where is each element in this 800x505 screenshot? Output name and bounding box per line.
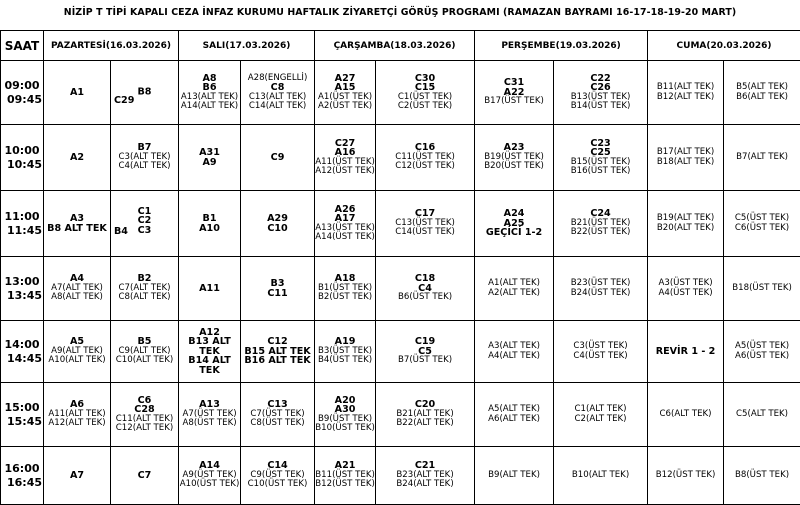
ward-subgroup: B22(ÜST TEK) [554, 228, 647, 238]
ward-code: B13 ALT TEK [179, 337, 240, 356]
schedule-cell [724, 321, 800, 383]
schedule-cell [111, 191, 179, 257]
ward-subgroup: A11(ALT TEK) [44, 410, 110, 420]
ward-subgroup: B13(ÜST TEK) [554, 93, 647, 103]
ward-code: A2 [44, 153, 110, 163]
saat-header: SAAT [1, 31, 44, 61]
ward-subgroup: C7(ALT TEK) [111, 284, 178, 294]
time-cell [1, 61, 44, 125]
ward-code: C30 [376, 74, 474, 84]
ward-code: B16 ALT TEK [241, 356, 314, 366]
schedule-cell [111, 383, 179, 447]
ward-subgroup: C9(ÜST TEK) [241, 471, 314, 481]
page-title: NİZİP T TİPİ KAPALI CEZA İNFAZ KURUMU HAFTALIK ZİYARETÇİ GÖRÜŞ PROGRAMI (RAMAZAN BAYRAMI 16-17-18-19-20 MART) [0, 7, 800, 18]
ward-code: A22 [475, 88, 553, 98]
schedule-cell [376, 191, 475, 257]
ward-subgroup: A13(ALT TEK) [179, 93, 240, 103]
ward-subgroup: B7(ÜST TEK) [376, 356, 474, 366]
ward-code: C1 [111, 206, 178, 216]
end-time: 15:45 [1, 415, 43, 429]
day-header-wednesday: ÇARŞAMBA(18.03.2026) [315, 31, 475, 61]
schedule-cell [724, 191, 800, 257]
ward-subgroup: B18(ÜST TEK) [724, 284, 800, 294]
ward-subgroup: C4(ALT TEK) [111, 162, 178, 172]
ward-subgroup: B17(ALT TEK) [648, 148, 723, 158]
schedule-cell [554, 125, 648, 191]
time-cell [1, 383, 44, 447]
schedule-cell [241, 257, 315, 321]
ward-code: B1 [179, 214, 240, 224]
ward-subgroup: C11(ALT TEK) [111, 415, 178, 425]
ward-subgroup: A14(ALT TEK) [179, 102, 240, 112]
ward-subgroup: B12(ÜST TEK) [315, 480, 375, 490]
ward-code: C31 [475, 78, 553, 88]
schedule-cell [44, 191, 111, 257]
ward-code: A18 [315, 274, 375, 284]
ward-code: B6 [179, 83, 240, 93]
ward-code: C25 [554, 148, 647, 158]
ward-code: C24 [554, 209, 647, 219]
ward-subgroup: C10(ALT TEK) [111, 356, 178, 366]
time-cell [1, 257, 44, 321]
time-slot-row [1, 321, 800, 383]
schedule-cell [724, 61, 800, 125]
ward-subgroup: C14(ÜST TEK) [376, 228, 474, 238]
ward-code: C22 [554, 74, 647, 84]
ward-subgroup: A1(ÜST TEK) [315, 93, 375, 103]
schedule-cell [241, 125, 315, 191]
ward-subgroup: C12(ÜST TEK) [376, 162, 474, 172]
ward-subgroup: B2(ÜST TEK) [315, 293, 375, 303]
schedule-cell [554, 321, 648, 383]
schedule-cell [44, 447, 111, 505]
ward-subgroup: C1(ALT TEK) [554, 405, 647, 415]
schedule-cell [111, 447, 179, 505]
schedule-cell [179, 61, 241, 125]
schedule-cell [44, 257, 111, 321]
ward-subgroup: B11(ALT TEK) [648, 83, 723, 93]
ward-subgroup: B22(ALT TEK) [376, 419, 474, 429]
schedule-cell [179, 257, 241, 321]
ward-code: C6 [111, 396, 178, 406]
schedule-cell [44, 321, 111, 383]
ward-code: C5 [376, 347, 474, 357]
ward-subgroup: B19(ALT TEK) [648, 214, 723, 224]
ward-subgroup: A2(ALT TEK) [475, 289, 553, 299]
ward-code: A30 [315, 405, 375, 415]
ward-subgroup: C4(ÜST TEK) [554, 352, 647, 362]
ward-subgroup: B11(ÜST TEK) [315, 471, 375, 481]
ward-code: B8 [111, 87, 178, 97]
ward-subgroup: A28(ENGELLİ) [241, 74, 314, 84]
ward-subgroup: B16(ÜST TEK) [554, 167, 647, 177]
end-time: 13:45 [1, 289, 43, 303]
schedule-cell [475, 383, 554, 447]
ward-subgroup: B14(ÜST TEK) [554, 102, 647, 112]
schedule-cell [648, 125, 724, 191]
ward-code: B14 ALT TEK [179, 356, 240, 375]
ward-subgroup: C13(ALT TEK) [241, 93, 314, 103]
ward-code: C8 [241, 83, 314, 93]
schedule-cell [475, 61, 554, 125]
ward-code: A27 [315, 74, 375, 84]
ward-subgroup: A9(ÜST TEK) [179, 471, 240, 481]
ward-subgroup: C13(ÜST TEK) [376, 219, 474, 229]
ward-code: C7 [111, 471, 178, 481]
day-header-monday: PAZARTESİ(16.03.2026) [44, 31, 179, 61]
ward-code: A19 [315, 337, 375, 347]
ward-code: C16 [376, 143, 474, 153]
start-time: 15:00 [1, 401, 43, 415]
ward-subgroup: C5(ÜST TEK) [724, 214, 800, 224]
ward-subgroup: B4(ÜST TEK) [315, 356, 375, 366]
ward-code: C27 [315, 139, 375, 149]
ward-code: A24 [475, 209, 553, 219]
ward-subgroup: B6(ALT TEK) [724, 93, 800, 103]
ward-code: A1 [44, 88, 110, 98]
schedule-cell [376, 447, 475, 505]
schedule-cell [724, 383, 800, 447]
schedule-cell [44, 125, 111, 191]
ward-code: A10 [179, 224, 240, 234]
start-time: 14:00 [1, 338, 43, 352]
ward-subgroup: B9(ÜST TEK) [315, 415, 375, 425]
end-time: 09:45 [1, 93, 43, 107]
ward-subgroup: A14(ÜST TEK) [315, 233, 375, 243]
ward-code: C17 [376, 209, 474, 219]
start-time: 10:00 [1, 144, 43, 158]
ward-subgroup: B15(ÜST TEK) [554, 158, 647, 168]
ward-subgroup: A6(ALT TEK) [475, 415, 553, 425]
ward-subgroup: A1(ALT TEK) [475, 279, 553, 289]
schedule-cell [376, 61, 475, 125]
ward-code: C21 [376, 461, 474, 471]
ward-subgroup: B23(ÜST TEK) [554, 279, 647, 289]
time-slot-row [1, 191, 800, 257]
schedule-cell [475, 321, 554, 383]
ward-subgroup: A6(ÜST TEK) [724, 352, 800, 362]
ward-subgroup: B3(ÜST TEK) [315, 347, 375, 357]
end-time: 14:45 [1, 352, 43, 366]
schedule-cell [44, 383, 111, 447]
ward-code: C10 [241, 224, 314, 234]
schedule-cell [111, 61, 179, 125]
ward-subgroup: A5(ÜST TEK) [724, 342, 800, 352]
schedule-cell [315, 257, 376, 321]
ward-subgroup: A11(ÜST TEK) [315, 158, 375, 168]
schedule-cell [315, 383, 376, 447]
ward-subgroup: C7(ÜST TEK) [241, 410, 314, 420]
ward-subgroup: C14(ALT TEK) [241, 102, 314, 112]
ward-subgroup: C6(ÜST TEK) [724, 224, 800, 234]
ward-subgroup: B24(ÜST TEK) [554, 289, 647, 299]
ward-subgroup: C2(ALT TEK) [554, 415, 647, 425]
ward-subgroup: B19(ÜST TEK) [475, 153, 553, 163]
ward-code: B7 [111, 143, 178, 153]
schedule-cell [179, 321, 241, 383]
ward-code: A13 [179, 400, 240, 410]
ward-code: A11 [179, 284, 240, 294]
time-slot-row [1, 383, 800, 447]
schedule-cell [554, 447, 648, 505]
ward-code: B15 ALT TEK [241, 347, 314, 357]
ward-subgroup: A3(ÜST TEK) [648, 279, 723, 289]
start-time: 13:00 [1, 275, 43, 289]
schedule-cell [724, 447, 800, 505]
header-row [1, 31, 800, 61]
ward-code: A7 [44, 471, 110, 481]
ward-subgroup: B24(ALT TEK) [376, 480, 474, 490]
schedule-cell [724, 257, 800, 321]
ward-code: C12 [241, 337, 314, 347]
ward-subgroup: C8(ALT TEK) [111, 293, 178, 303]
ward-subgroup: B20(ALT TEK) [648, 224, 723, 234]
time-cell [1, 125, 44, 191]
start-time: 11:00 [1, 210, 43, 224]
ward-code: C13 [241, 400, 314, 410]
ward-subgroup: A3(ALT TEK) [475, 342, 553, 352]
time-cell [1, 447, 44, 505]
ward-subgroup: A12(ÜST TEK) [315, 167, 375, 177]
ward-subgroup: B10(ALT TEK) [554, 471, 647, 481]
ward-code: C15 [376, 83, 474, 93]
schedule-cell [179, 383, 241, 447]
ward-subgroup: B18(ALT TEK) [648, 158, 723, 168]
schedule-cell [648, 257, 724, 321]
ward-subgroup: C8(ÜST TEK) [241, 419, 314, 429]
schedule-cell [376, 257, 475, 321]
ward-subgroup: B17(ÜST TEK) [475, 97, 553, 107]
schedule-cell [315, 61, 376, 125]
ward-code: A5 [44, 337, 110, 347]
ward-subgroup: C1(ÜST TEK) [376, 93, 474, 103]
ward-subgroup: B6(ÜST TEK) [376, 293, 474, 303]
ward-code: A16 [315, 148, 375, 158]
ward-code: B8 ALT TEK [44, 224, 110, 234]
ward-subgroup: C3(ÜST TEK) [554, 342, 647, 352]
day-header-friday: CUMA(20.03.2026) [648, 31, 800, 61]
ward-subgroup: C2(ÜST TEK) [376, 102, 474, 112]
time-slot-row [1, 125, 800, 191]
ward-code: A23 [475, 143, 553, 153]
ward-code: C11 [241, 289, 314, 299]
schedule-cell [179, 125, 241, 191]
schedule-cell [648, 383, 724, 447]
ward-code: C4 [376, 284, 474, 294]
day-header-tuesday: SALI(17.03.2026) [179, 31, 315, 61]
schedule-cell [648, 191, 724, 257]
ward-code: C19 [376, 337, 474, 347]
ward-subgroup: A8(ALT TEK) [44, 293, 110, 303]
ward-code: C20 [376, 400, 474, 410]
schedule-cell [376, 125, 475, 191]
ward-subgroup: A2(ÜST TEK) [315, 102, 375, 112]
schedule-cell [44, 61, 111, 125]
ward-code: C18 [376, 274, 474, 284]
ward-subgroup: A7(ALT TEK) [44, 284, 110, 294]
ward-code: A25 [475, 219, 553, 229]
ward-code: GEÇİCİ 1-2 [475, 228, 553, 238]
ward-code: A14 [179, 461, 240, 471]
ward-subgroup: A9(ALT TEK) [44, 347, 110, 357]
ward-subgroup: B10(ÜST TEK) [315, 424, 375, 434]
schedule-cell [315, 447, 376, 505]
ward-code: C26 [554, 83, 647, 93]
end-time: 11:45 [1, 224, 43, 238]
schedule-body [1, 61, 800, 505]
ward-subgroup: A10(ÜST TEK) [179, 480, 240, 490]
time-cell [1, 321, 44, 383]
ward-code: A9 [179, 158, 240, 168]
schedule-cell [554, 257, 648, 321]
ward-subgroup: A12(ALT TEK) [44, 419, 110, 429]
ward-code: A15 [315, 83, 375, 93]
schedule-cell [475, 191, 554, 257]
ward-code: C23 [554, 139, 647, 149]
schedule-cell [376, 383, 475, 447]
schedule-cell [376, 321, 475, 383]
ward-code: A4 [44, 274, 110, 284]
schedule-cell [554, 61, 648, 125]
start-time: 09:00 [1, 79, 43, 93]
schedule-cell [554, 383, 648, 447]
end-time: 10:45 [1, 158, 43, 172]
ward-code: A17 [315, 214, 375, 224]
ward-subgroup: B12(ÜST TEK) [648, 471, 723, 481]
start-time: 16:00 [1, 462, 43, 476]
ward-code: C9 [241, 153, 314, 163]
ward-code: A20 [315, 396, 375, 406]
ward-subgroup: B21(ALT TEK) [376, 410, 474, 420]
schedule-cell [315, 321, 376, 383]
ward-code: C3 [111, 225, 178, 235]
ward-subgroup: A13(ÜST TEK) [315, 224, 375, 234]
schedule-cell [475, 125, 554, 191]
ward-code: A6 [44, 400, 110, 410]
ward-code: B2 [111, 274, 178, 284]
ward-subgroup: C11(ÜST TEK) [376, 153, 474, 163]
ward-code: A12 [179, 328, 240, 338]
schedule-cell [111, 257, 179, 321]
day-header-thursday: PERŞEMBE(19.03.2026) [475, 31, 648, 61]
time-cell [1, 191, 44, 257]
ward-subgroup: B21(ÜST TEK) [554, 219, 647, 229]
schedule-cell [111, 321, 179, 383]
schedule-cell [554, 191, 648, 257]
ward-subgroup: B5(ALT TEK) [724, 83, 800, 93]
schedule-cell [315, 191, 376, 257]
schedule-cell [241, 383, 315, 447]
ward-code: C2 [111, 216, 178, 226]
schedule-cell [179, 191, 241, 257]
ward-subgroup: C5(ALT TEK) [724, 410, 800, 420]
ward-code: C14 [241, 461, 314, 471]
time-slot-row [1, 447, 800, 505]
ward-code-side: C29 [114, 96, 134, 106]
schedule-cell [315, 125, 376, 191]
visit-schedule-table [0, 30, 800, 505]
ward-code: A29 [241, 214, 314, 224]
ward-subgroup: B1(ÜST TEK) [315, 284, 375, 294]
ward-code: A8 [179, 74, 240, 84]
schedule-cell [241, 61, 315, 125]
schedule-cell [241, 447, 315, 505]
ward-code: A31 [179, 148, 240, 158]
ward-subgroup: B20(ÜST TEK) [475, 162, 553, 172]
ward-subgroup: C3(ALT TEK) [111, 153, 178, 163]
schedule-cell [475, 257, 554, 321]
time-slot-row [1, 61, 800, 125]
ward-subgroup: B9(ALT TEK) [475, 471, 553, 481]
end-time: 16:45 [1, 476, 43, 490]
ward-subgroup: A8(ÜST TEK) [179, 419, 240, 429]
ward-code: C28 [111, 405, 178, 415]
schedule-cell [111, 125, 179, 191]
schedule-cell [648, 447, 724, 505]
ward-subgroup: A7(ÜST TEK) [179, 410, 240, 420]
ward-subgroup: A10(ALT TEK) [44, 356, 110, 366]
schedule-cell [475, 447, 554, 505]
ward-subgroup: C6(ALT TEK) [648, 410, 723, 420]
ward-code: REVİR 1 - 2 [648, 347, 723, 357]
ward-subgroup: A5(ALT TEK) [475, 405, 553, 415]
schedule-cell [724, 125, 800, 191]
schedule-cell [179, 447, 241, 505]
ward-subgroup: B8(ÜST TEK) [724, 471, 800, 481]
schedule-cell [648, 321, 724, 383]
schedule-cell [241, 321, 315, 383]
ward-subgroup: B7(ALT TEK) [724, 153, 800, 163]
ward-code: B3 [241, 279, 314, 289]
ward-subgroup: B23(ALT TEK) [376, 471, 474, 481]
schedule-cell [241, 191, 315, 257]
ward-subgroup: C12(ALT TEK) [111, 424, 178, 434]
ward-code-side: B4 [114, 227, 128, 237]
ward-code: A21 [315, 461, 375, 471]
ward-code: A3 [44, 214, 110, 224]
schedule-cell [648, 61, 724, 125]
time-slot-row [1, 257, 800, 321]
ward-subgroup: C10(ÜST TEK) [241, 480, 314, 490]
ward-code: A26 [315, 205, 375, 215]
ward-subgroup: B12(ALT TEK) [648, 93, 723, 103]
ward-subgroup: A4(ALT TEK) [475, 352, 553, 362]
ward-subgroup: C9(ALT TEK) [111, 347, 178, 357]
ward-code: B5 [111, 337, 178, 347]
ward-subgroup: A4(ÜST TEK) [648, 289, 723, 299]
